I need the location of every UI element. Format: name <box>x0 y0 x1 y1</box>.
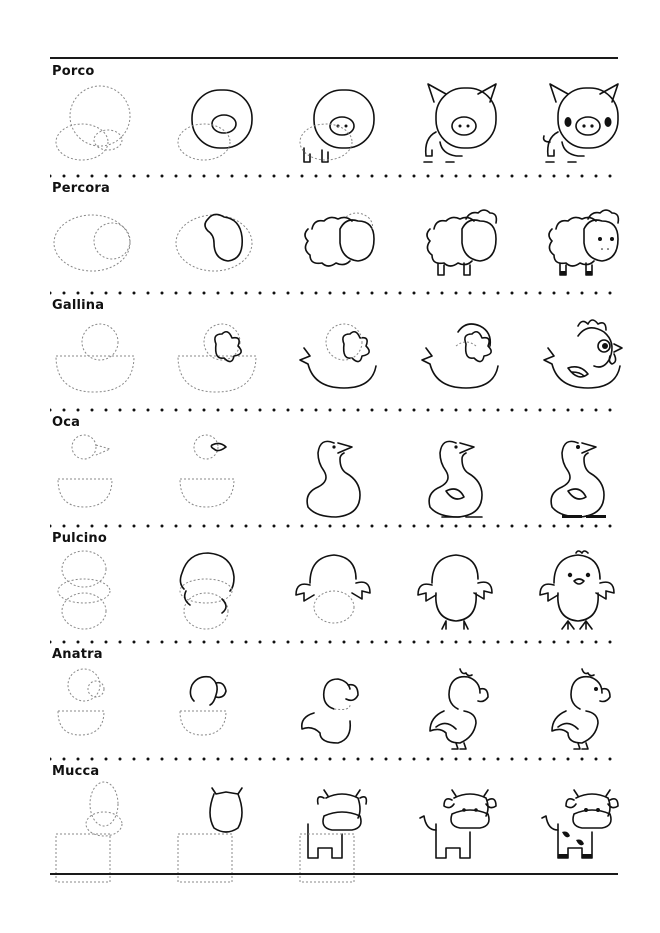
step-2-drawing <box>172 82 262 166</box>
step-1-drawing <box>50 665 140 749</box>
step-4-drawing <box>416 316 506 400</box>
animal-label: Anatra <box>52 647 103 662</box>
row-oca <box>50 411 618 527</box>
step-3-drawing <box>294 82 384 166</box>
step-2-drawing <box>172 549 262 633</box>
step-5-drawing <box>538 549 628 633</box>
row-pulcino <box>50 527 618 643</box>
step-4-drawing <box>416 199 506 283</box>
step-4-drawing <box>416 82 506 166</box>
step-4-drawing <box>416 433 506 517</box>
top-rule <box>50 57 618 59</box>
step-2-drawing <box>172 782 262 866</box>
animal-label: Oca <box>52 415 81 430</box>
step-1-drawing <box>50 433 140 517</box>
step-5-drawing <box>538 199 628 283</box>
step-2-drawing <box>172 665 262 749</box>
step-3-drawing <box>294 782 384 866</box>
step-5-drawing <box>538 316 628 400</box>
bottom-rule <box>50 873 618 875</box>
row-anatra <box>50 643 618 759</box>
animal-label: Porco <box>52 64 95 79</box>
step-4-drawing <box>416 782 506 866</box>
step-3-drawing <box>294 433 384 517</box>
step-5-drawing <box>538 665 628 749</box>
step-3-drawing <box>294 199 384 283</box>
step-2-drawing <box>172 199 262 283</box>
step-2-drawing <box>172 433 262 517</box>
step-3-drawing <box>294 665 384 749</box>
animal-label: Gallina <box>52 298 105 313</box>
step-1-drawing <box>50 199 140 283</box>
step-1-drawing <box>50 549 140 633</box>
step-4-drawing <box>416 665 506 749</box>
row-percora <box>50 177 618 293</box>
row-gallina <box>50 294 618 410</box>
step-5-drawing <box>538 433 628 517</box>
animal-label: Percora <box>52 181 110 196</box>
step-5-drawing <box>538 782 628 866</box>
step-1-drawing <box>50 782 140 866</box>
row-porco <box>50 60 618 176</box>
animal-label: Mucca <box>52 764 100 779</box>
animal-label: Pulcino <box>52 531 107 546</box>
step-1-drawing <box>50 316 140 400</box>
step-5-drawing <box>538 82 628 166</box>
row-mucca <box>50 760 618 876</box>
step-1-drawing <box>50 82 140 166</box>
step-3-drawing <box>294 316 384 400</box>
step-4-drawing <box>416 549 506 633</box>
step-3-drawing <box>294 549 384 633</box>
step-2-drawing <box>172 316 262 400</box>
